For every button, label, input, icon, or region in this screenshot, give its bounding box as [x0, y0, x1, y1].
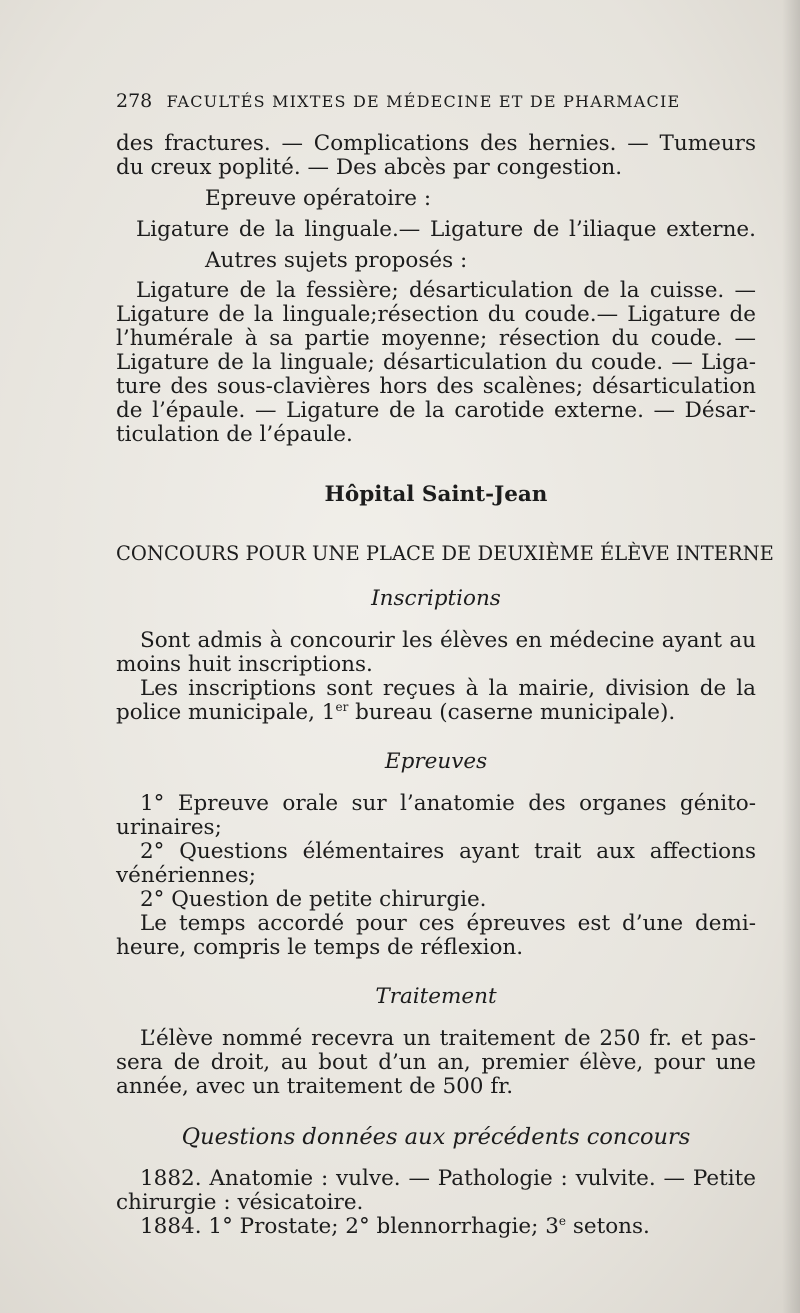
- superscript-er: er: [335, 699, 349, 714]
- subheading-operatoire: Epreuve opératoire :: [205, 186, 432, 211]
- superscript-e: e: [558, 1213, 566, 1228]
- text-segment: police municipale, 1: [116, 700, 336, 725]
- inscriptions-heading: Inscriptions: [371, 586, 501, 611]
- text-line: des fractures. — Complications des hernies. — Tumeurs: [116, 131, 756, 156]
- text-line: sera de droit, au bout d’un an, premier élève, pour une: [116, 1050, 756, 1075]
- text-line: 1882. Anatomie : vulve. — Pathologie : vulvite. — Petite: [140, 1166, 756, 1191]
- text-line: du creux poplité. — Des abcès par congestion.: [116, 155, 623, 180]
- text-line: Sont admis à concourir les élèves en médecine ayant au: [140, 628, 756, 653]
- text-line: Le temps accordé pour ces épreuves est d’une demi-: [140, 911, 756, 936]
- text-line: Les inscriptions sont reçues à la mairie, division de la: [140, 676, 756, 701]
- text-line: ticulation de l’épaule.: [116, 422, 353, 447]
- section-title: Hôpital Saint-Jean: [324, 482, 548, 507]
- text-line: Ligature de la fessière; désarticulation de la cuisse. —: [136, 278, 756, 303]
- concours-title: CONCOURS POUR UNE PLACE DE DEUXIÈME ÉLÈVE INTERNE: [116, 542, 774, 565]
- page-number: 278: [116, 90, 153, 112]
- questions-heading: Questions données aux précédents concours: [181, 1124, 691, 1150]
- running-title: FACULTÉS MIXTES DE MÉDECINE ET DE PHARMACIE: [166, 92, 681, 111]
- text-line: Ligature de la linguale; désarticulation du coude. — Liga-: [116, 350, 756, 375]
- text-line: heure, compris le temps de réflexion.: [116, 935, 524, 960]
- traitement-heading: Traitement: [375, 984, 497, 1009]
- text-line: Ligature de la linguale;résection du coude.— Ligature de: [116, 302, 756, 327]
- text-line: L’élève nommé recevra un traitement de 250 fr. et pas-: [140, 1026, 756, 1051]
- text-line-with-superscript: [116, 701, 756, 725]
- text-line-with-superscript: [140, 1215, 780, 1239]
- text-line: 2° Question de petite chirurgie.: [140, 887, 487, 912]
- text-line: vénériennes;: [116, 863, 257, 888]
- text-line: de l’épaule. — Ligature de la carotide externe. — Désar-: [116, 398, 756, 423]
- text-segment: setons.: [565, 1214, 650, 1239]
- text-line: année, avec un traitement de 500 fr.: [116, 1074, 514, 1099]
- text-line: moins huit inscriptions.: [116, 652, 373, 677]
- text-line: chirurgie : vésicatoire.: [116, 1190, 364, 1215]
- text-line: 1° Epreuve orale sur l’anatomie des organes génito-: [140, 791, 756, 816]
- subheading-autres-sujets: Autres sujets proposés :: [205, 248, 468, 273]
- text-segment: bureau (caserne municipale).: [348, 700, 676, 725]
- text-line: l’humérale à sa partie moyenne; résection du coude. —: [116, 326, 756, 351]
- text-line: Ligature de la linguale.— Ligature de l’iliaque externe.: [136, 217, 756, 242]
- text-line: ture des sous-clavières hors des scalènes; désarticulation: [116, 374, 756, 399]
- text-line: urinaires;: [116, 815, 222, 840]
- epreuves-heading: Epreuves: [384, 749, 488, 774]
- text-segment: 1884. 1° Prostate; 2° blennorrhagie; 3: [140, 1214, 559, 1239]
- text-line: 2° Questions élémentaires ayant trait aux affections: [140, 839, 756, 864]
- running-header: [116, 90, 756, 112]
